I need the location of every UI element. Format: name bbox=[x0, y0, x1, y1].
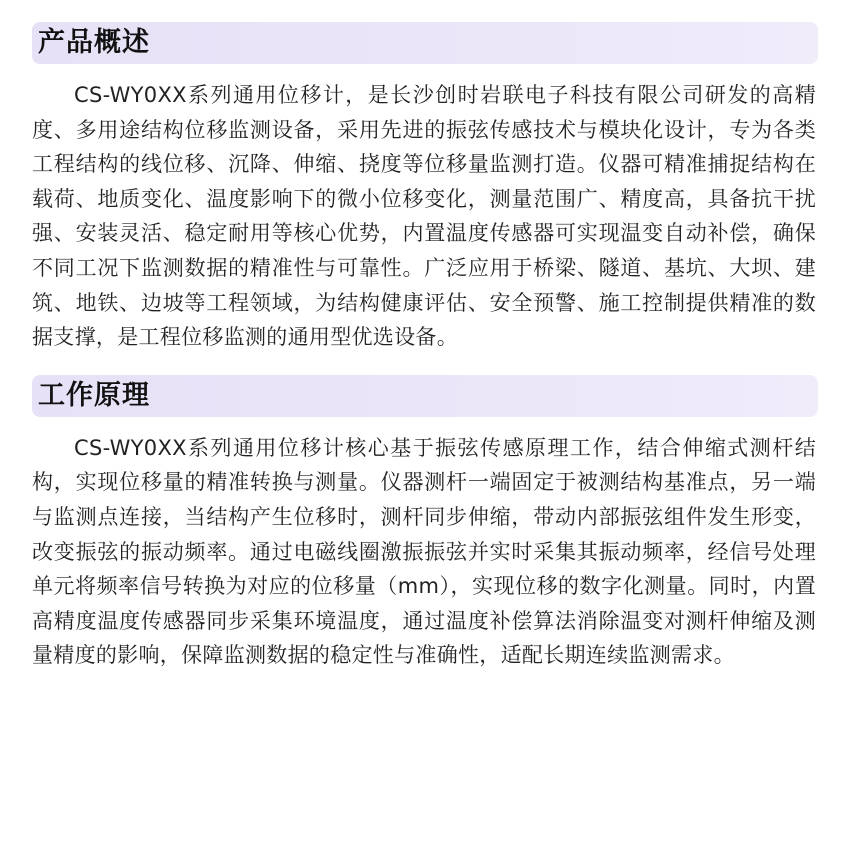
section-title-principle: 工作原理 bbox=[38, 379, 150, 411]
section-header-overview bbox=[32, 22, 818, 64]
section-overview bbox=[32, 22, 818, 355]
section-body-principle: CS-WY0XX系列通用位移计核心基于振弦传感原理工作，结合伸缩式测杆结构，实现位移量的精准转换与测量。仪器测杆一端固定于被测结构基准点，另一端与监测点连接，当结构产生位移时，测杆同步伸缩，带动内部振弦组件发生形变，改变振弦的振动频率。通过电磁线圈激振振弦并实时采集其振动频率，经信号处理单元将频率信号转换为对应的位移量（mm），实现位移的数字化测量。同时，内置高精度温度传感器同步采集环境温度，通过温度补偿算法消除温变对测杆伸缩及测量精度的影响，保障监测数据的稳定性与准确性，适配长期连续监测需求。 bbox=[32, 435, 816, 668]
section-body-overview: CS-WY0XX系列通用位移计，是长沙创时岩联电子科技有限公司研发的高精度、多用途结构位移监测设备，采用先进的振弦传感技术与模块化设计，专为各类工程结构的线位移、沉降、伸缩、挠度等位移量监测打造。仪器可精准捕捉结构在载荷、地质变化、温度影响下的微小位移变化，测量范围广、精度高，具备抗干扰强、安装灵活、稳定耐用等核心优势，内置温度传感器可实现温变自动补偿，确保不同工况下监测数据的精准性与可靠性。广泛应用于桥梁、隧道、基坑、大坝、建筑、地铁、边坡等工程领域，为结构健康评估、安全预警、施工控制提供精准的数据支撑，是工程位移监测的通用型优选设备。 bbox=[32, 83, 816, 350]
section-principle bbox=[32, 375, 818, 673]
section-title-overview: 产品概述 bbox=[38, 27, 150, 58]
section-header-principle bbox=[32, 375, 818, 417]
